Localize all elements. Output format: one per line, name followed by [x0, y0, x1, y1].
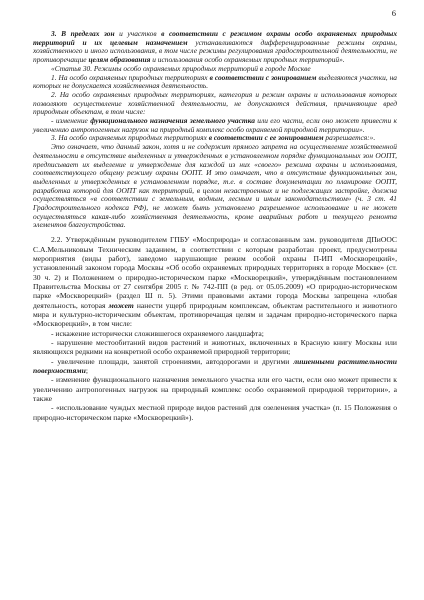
meaning-paragraph: Это означает, что данный закон, хотя и не содержит прямого запрета на осуществление хозяйственной деятельности в отсутствие выделенных и утвержденных в установленном порядке функциональных зон ООПТ, предписывает их выделение и утверждение для каждой из них «своего» режима охраны и использования, соответствующего общему режиму охраны ООПТ. И это означает, что в отсутствие функциональных зон, выделенных и утвержденных в установленном порядке, т.е. в составе документации по планировке ООПТ, разработка которой для ООПТ как территорий, в целом незастроенных и не подлежащих застройке, должна осуществляться «в соответствии с земельным, водным, лесным и иным законодательством» (ч. 3 ст. 41 Градостроительного кодекса РФ), не может быть установлено разрешенное использование и не может осуществляться какая-либо хозяйственная деятельность, кроме аварийных работ и текущего ремонта элементов благоустройства.	[33, 142, 397, 230]
point-2-dash-text-a: - изменение	[51, 116, 91, 126]
point-3-bold: в соответствии с ее зонированием	[208, 133, 324, 143]
page-number: 6	[391, 8, 396, 18]
article-30-point-1	[33, 74, 397, 91]
point-2-dash-text-c: или его части, если оно может привести к увеличению антропогенных нагрузок на природный комплекс особо охраняемой природной территории».	[33, 116, 397, 134]
section-3-paragraph	[33, 30, 397, 65]
item-3-text-c: ;	[85, 365, 88, 375]
item-3-text-a: - увеличение площади, занятой строениями, автодорогами и другими	[51, 356, 294, 366]
point-1-text-c: выделяются участки, на которых не допускается хозяйственная деятельность.	[33, 72, 398, 91]
list-item-4: - изменение функционального назначения земельного участка или его части, если оно может привести к увеличению антропогенных нагрузок на природный комплекс особо охраняемой природной территории», а также	[33, 375, 397, 404]
section-3-bold-goals: целям образования	[88, 55, 151, 65]
section-3-lead: 3. В пределах зон	[51, 29, 115, 38]
point-1-text-a: 1. На особо охраняемых природных территориях	[51, 72, 210, 82]
article-30-point-2-dash	[33, 117, 397, 134]
section-3-tail: устанавливаются дифференцированные режимы охраны, хозяйственного и иного использования, в том числе режимы регулирования градостроительной деятельности, не противоречащие	[33, 37, 397, 65]
section-3-bold: в соответствии с режимом охраны особо охраняемых природных территорий и их целевым назначением	[33, 29, 398, 47]
section-3-mid: и участков	[114, 29, 162, 38]
section-2-2-bold: может	[108, 300, 134, 310]
point-2-dash-bold: функционального назначения земельного участка	[90, 116, 255, 126]
list-item-2: - нарушение местообитаний видов растений и животных, включенных в Красную книгу Москвы или являющихся редкими на конкретной особо охраняемой природной территории;	[33, 337, 397, 357]
list-item-1: - искажение исторически сложившегося охраняемого ландшафта;	[51, 328, 264, 338]
point-1-bold: в соответствии с зонированием	[209, 72, 317, 82]
list-item-3	[33, 357, 397, 376]
point-3-text-c: разрешается:».	[323, 133, 376, 143]
section-2-2-paragraph	[33, 235, 397, 328]
item-3-bold: лишенными растительности поверхностями	[33, 356, 397, 375]
section-2-2-tail: нанести ущерб природным комплексам, объектам растительного и животного мира и культурно-историческим объектам, противоречащая целям и задачам природно-исторического парка «Москворецкий», в том числе:	[33, 300, 397, 329]
section-3-end: и использования особо охраняемых природных территорий».	[150, 55, 345, 65]
point-3-text-a: 3. На особо охраняемых природных территориях	[51, 133, 209, 143]
article-30-point-2: 2. На особо охраняемых природных территориях, категория и режим охраны и использования которых позволяют осуществление хозяйственной деятельности, не допускаются действия, причиняющие вред природным объектам, в том числе:	[33, 89, 397, 117]
article-30-title: «Статья 30. Режимы особо охраняемых природных территорий в городе Москве	[51, 63, 311, 73]
section-2-2-text: 2.2. Утверждённым руководителем ГПБУ «Мосприрода» и согласованным зам. руководителя ДПиООС С.А.Мельниковым Техническим заданием, в соответствии с которым разработан проект, предусмотрены мероприятия (виды работ), заведомо нарушающие режим особой охраны П-ИП «Москворецкий», установленный законом города Москвы «Об особо охраняемых природных территориях в городе Москве» (ст. 30 ч. 2) и Положением о природно-историческом парке «Москворецкий», утверждённым постановлением Правительства Москвы от 27 сентября 2005 г. № 742-ПП (в ред. от 05.05.2009) «О природно-историческом парке «Москворецкий» (раздел Ш п. 5). Этими правовыми актами города Москвы запрещена «любая деятельность, которая	[33, 235, 397, 310]
list-item-5: - «использование чуждых местной природе видов растений для озеленения участка» (п. 15 Положения о природно-историческом парке «Москворецкий»).	[33, 403, 397, 422]
